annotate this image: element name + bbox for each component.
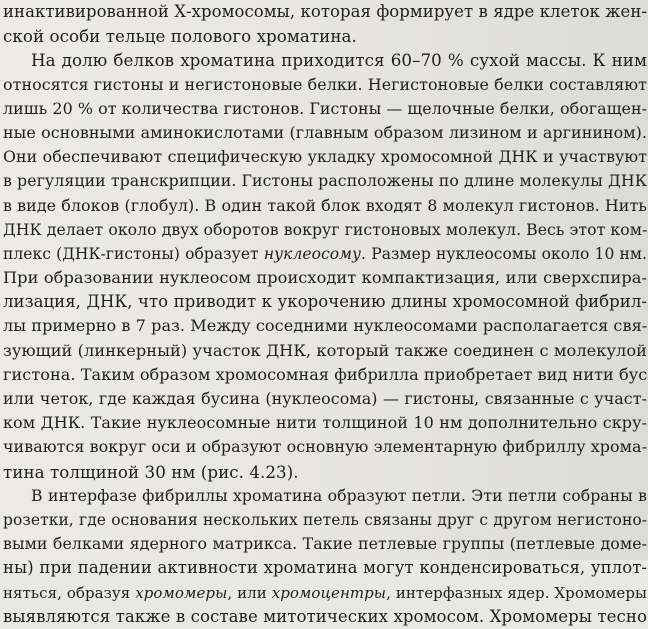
text-line bbox=[3, 387, 647, 411]
text-segment: лишь 20 % от количества гистонов. Гистоны — щелочные белки, обогащен- bbox=[3, 98, 648, 118]
text-segment: тина толщиной 30 нм (рис. 4.23). bbox=[3, 461, 299, 482]
text-segment: няться, образуя bbox=[3, 583, 136, 602]
text-line bbox=[3, 194, 647, 218]
text-line bbox=[3, 339, 647, 363]
text-segment: , или bbox=[227, 583, 272, 602]
text-segment: Размер нуклеосомы около 10 нм. bbox=[366, 244, 648, 263]
text-segment: , интерфазных ядер. Хромомеры bbox=[386, 583, 647, 602]
text-line bbox=[3, 314, 647, 338]
text-line bbox=[3, 266, 647, 290]
text-segment: лы примерно в 7 раз. Между соседними нуклеосомами располагается свя- bbox=[3, 316, 648, 336]
text-line bbox=[3, 218, 647, 242]
text-segment: На долю белков хроматина приходится 60–70 % сухой массы. К ним bbox=[31, 50, 647, 71]
text-segment: чиваются вокруг оси и образуют основную элементарную фибриллу хрома- bbox=[3, 437, 647, 457]
italic-term: хромоцентры bbox=[271, 583, 387, 602]
text-segment: инактивированной Х-хромосомы, которая формирует в ядре клеток жен- bbox=[3, 2, 647, 21]
text-line bbox=[3, 605, 647, 629]
text-line bbox=[3, 242, 647, 266]
text-line bbox=[3, 435, 647, 459]
text-segment: лизация, ДНК, что приводит к укорочению длины хромосомной фибрил- bbox=[3, 292, 647, 312]
text-segment: плекс (ДНК-гистоны) образует bbox=[3, 244, 264, 263]
text-line bbox=[3, 290, 647, 314]
text-line bbox=[3, 24, 647, 48]
text-segment: в регуляции транскрипции. Гистоны расположены по длине молекулы ДНК bbox=[3, 171, 647, 191]
italic-term: хромомеры bbox=[135, 583, 228, 602]
text-segment: в виде блоков (глобул). В один такой блок входят 8 молекул гистонов. Нить bbox=[3, 195, 647, 215]
text-line bbox=[3, 0, 647, 24]
text-line bbox=[3, 508, 647, 532]
text-segment: или четок, где каждая бусина (нуклеосома) — гистоны, связанные с участ- bbox=[3, 389, 647, 408]
body-text bbox=[3, 0, 647, 629]
text-segment: ской особи тельце полового хроматина. bbox=[3, 26, 357, 47]
text-segment: гистона. Таким образом хромосомная фибрилла приобретает вид нити бус bbox=[3, 364, 648, 384]
text-line bbox=[3, 121, 647, 145]
text-line bbox=[3, 145, 647, 169]
text-line bbox=[3, 460, 647, 484]
text-line bbox=[3, 169, 647, 193]
text-segment: При образовании нуклеосом происходит компактизация, или сверхспира- bbox=[3, 268, 647, 288]
text-segment: ДНК делает около двух оборотов вокруг гистоновых молекул. Весь этот ком- bbox=[3, 219, 648, 239]
text-line bbox=[3, 48, 647, 72]
text-segment: ны) при падении активности хроматина могут конденсироваться, уплот- bbox=[3, 558, 647, 578]
text-segment: ком ДНК. Такие нуклеосомные нити толщиной 10 нм дополнительно скру- bbox=[3, 413, 647, 433]
text-line bbox=[3, 484, 647, 508]
text-segment: зующий (линкерный) участок ДНК, который также соединен с молекулой bbox=[3, 340, 647, 360]
text-segment: относятся гистоны и негистоновые белки. Негистоновые белки составляют bbox=[3, 74, 647, 94]
text-line bbox=[3, 97, 647, 121]
text-segment: В интерфазе фибриллы хроматина образуют петли. Эти петли собраны в bbox=[31, 485, 647, 505]
text-segment: выявляются также в составе митотических хромосом. Хромомеры тесно bbox=[3, 606, 647, 626]
text-line bbox=[3, 581, 647, 605]
text-segment: ные основными аминокислотами (главным образом лизином и аргинином). bbox=[3, 122, 647, 142]
italic-term: нуклеосому. bbox=[263, 244, 367, 263]
text-segment: розетки, где основания нескольких петель связаны друг с другом негистоно- bbox=[3, 510, 647, 529]
text-segment: Они обеспечивают специфическую укладку хромосомной ДНК и участвуют bbox=[3, 147, 647, 167]
text-segment: выми белками ядерного матрикса. Такие петлевые группы (петлевые доме- bbox=[3, 534, 647, 554]
text-line bbox=[3, 363, 647, 387]
text-line bbox=[3, 73, 647, 97]
text-line bbox=[3, 411, 647, 435]
text-line bbox=[3, 532, 647, 556]
